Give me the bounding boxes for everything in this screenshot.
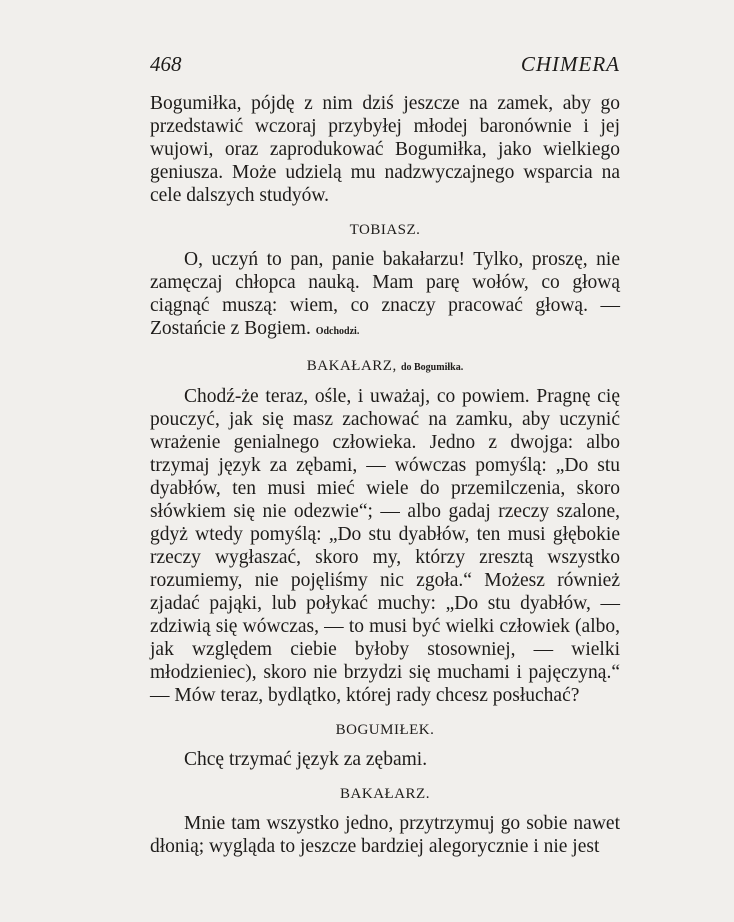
speaker-name: TOBIASZ. [349,222,421,238]
paragraph: Mnie tam wszystko jedno, przytrzymuj go sobie nawet dłonią; wygląda to jeszcze bardziej alegorycznie i nie jest [150,813,620,857]
page-number: 468 [150,52,182,76]
speaker-name: BOGUMIŁEK. [335,722,435,738]
paragraph [150,248,620,343]
speaker-name: BAKAŁARZ. [340,786,430,802]
page-header [150,52,620,80]
stage-direction: Odchodzi. [315,326,360,337]
speaker-name: BAKAŁARZ, [306,358,397,374]
paragraph: Chodź-że teraz, ośle, i uważaj, co powiem. Pragnę cię pouczyć, jak się masz zachować na zamku, aby uczynić wrażenie genialnego człowieka. Jedno z dwojga: albo trzymaj język za zębami, — wówczas pomyślą: „Do stu dyabłów, ten musi mieć wiele do przemilczenia, skoro słówkiem się nie odezwie“; — albo gadaj rzeczy szalone, gdyż wtedy pomyślą: „Do stu dyabłów, ten musi głębokie rzeczy wygłaszać, skoro my, którzy zresztą wszystko rozumiemy, nie pojęliśmy nic zgoła.“ Możesz również zjadać pająki, lub połykać muchy: „Do stu dyabłów, — zdziwią się wówczas, — to musi być wielki człowiek (albo, jak względem ciebie byłoby stosowniej, — wielki młodzieniec), skoro nie brzydzi się muchami i pajęczyną.“ — Mów teraz, bydlątko, której rady chcesz posłuchać? [150,386,620,706]
stage-direction: do Bogumiłka. [400,362,464,373]
running-title: CHIMERA [520,52,620,76]
paragraph: Bogumiłka, pójdę z nim dziś jeszcze na zamek, aby go przedstawić wczoraj przybyłej młodej baronównie i jej wujowi, oraz zaprodukować Bogumiłka, jako wielkiego geniusza. Może udzielą mu nadzwyczajnego wsparcia na cele dalszych studyów. [150,93,620,206]
dialogue-text: O, uczyń to pan, panie bakałarzu! Tylko, proszę, nie zamęczaj chłopca nauką. Mam parę wołów, co głową ciągnąć muszą: wiem, co znaczy pracować głową. — Zostańcie z Bogiem. [150,249,620,339]
page-body [150,92,620,858]
speaker-heading [150,355,620,379]
paragraph: Chcę trzymać język za zębami. [184,749,428,770]
